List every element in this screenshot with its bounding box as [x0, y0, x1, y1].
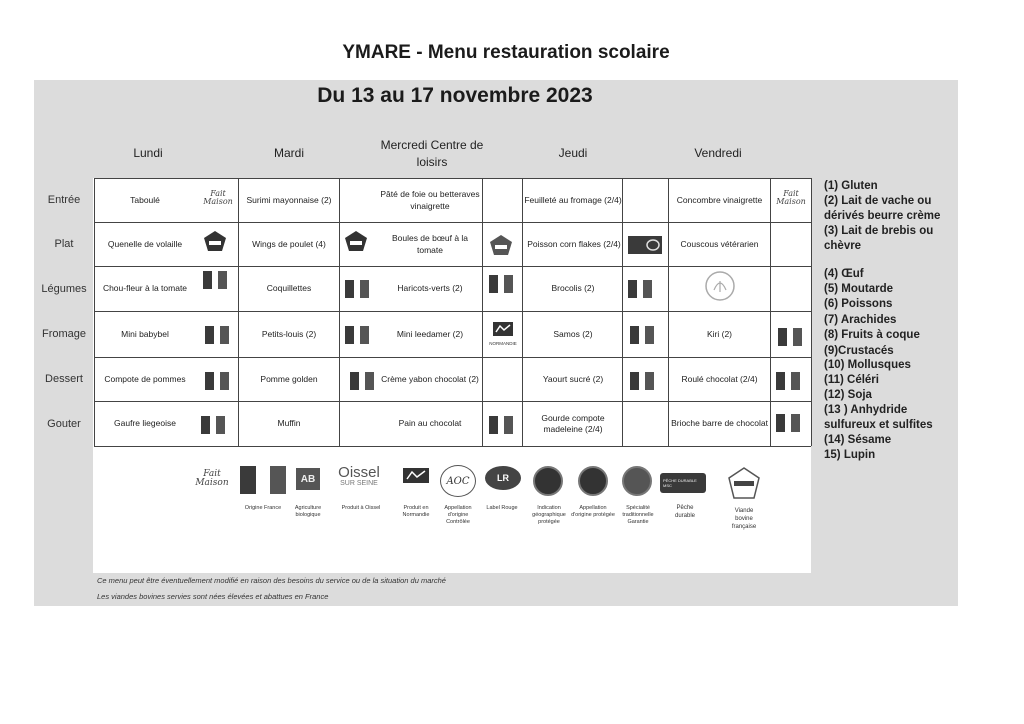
- origine-france-icon: [776, 414, 800, 432]
- allergen-item: (14) Sésame: [824, 434, 892, 446]
- grid-line: [339, 178, 340, 446]
- grid-line: [622, 178, 623, 446]
- cell-legumes-mercredi: Haricots-verts (2): [397, 283, 463, 294]
- row-label-entree: Entrée: [47, 194, 81, 206]
- day-header-jeudi: Jeudi: [558, 146, 588, 160]
- origine-france-icon: [203, 271, 227, 289]
- allergen-item: dérivés beurre crème: [824, 210, 941, 222]
- legend-label-aop: Appellation d'origine protégée: [571, 505, 615, 519]
- agriculture-biologique-icon: AB: [296, 468, 320, 490]
- row-label-gouter: Gouter: [47, 418, 81, 430]
- allergen-item: (12) Soja: [824, 389, 872, 401]
- msc-legend-icon: PÊCHE DURABLE MSC: [660, 473, 706, 493]
- allergen-item: (3) Lait de brebis ou: [824, 225, 934, 237]
- label-rouge-icon: LR: [485, 466, 521, 490]
- footnote-viande-bovine: Les viandes bovines servies sont nées élevées et abattues en France: [97, 592, 329, 601]
- allergen-item: (7) Arachides: [824, 314, 897, 326]
- fait-maison-icon: Fait Maison: [203, 189, 233, 206]
- allergen-item: sulfureux et sulfites: [824, 419, 933, 431]
- stg-icon: [622, 466, 652, 496]
- aoc-icon: AOC: [440, 465, 476, 497]
- allergen-item: (6) Poissons: [824, 298, 893, 310]
- origine-france-icon: [489, 275, 513, 293]
- allergen-item: (9)Crustacés: [824, 345, 894, 357]
- label-ecologique-icon: [704, 270, 736, 302]
- grid-line: [811, 178, 812, 446]
- normandie-icon: [487, 322, 519, 346]
- cell-gouter-vendredi: Brioche barre de chocolat: [671, 418, 768, 429]
- cell-entree-jeudi: Feuilleté au fromage (2/4): [524, 194, 622, 205]
- legend-origine-france-icon: [240, 466, 286, 494]
- cell-fromage-vendredi: Kiri (2): [706, 328, 733, 339]
- cell-entree-vendredi: Concombre vinaigrette: [676, 194, 763, 205]
- row-label-legumes: Légumes: [41, 283, 87, 295]
- cell-fromage-mardi: Petits-louis (2): [261, 328, 317, 339]
- viande-bovine-francaise-icon: [344, 230, 368, 252]
- cell-fromage-mercredi: Mini leedamer (2): [396, 328, 464, 339]
- oissel-logo-icon: [332, 465, 386, 487]
- allergen-item: (4) Œuf: [824, 268, 864, 280]
- date-range: Du 13 au 17 novembre 2023: [317, 84, 593, 107]
- row-label-fromage: Fromage: [41, 328, 87, 340]
- origine-france-icon: [489, 416, 513, 434]
- day-header-vendredi: Vendredi: [694, 146, 742, 160]
- cell-legumes-lundi: Chou-fleur à la tomate: [102, 283, 188, 294]
- day-header-lundi: Lundi: [133, 146, 163, 160]
- origine-france-icon: [205, 326, 229, 344]
- allergen-item: (8) Fruits à coque: [824, 329, 920, 341]
- origine-france-icon: [345, 326, 369, 344]
- allergen-item: (10) Mollusques: [824, 359, 911, 371]
- row-label-dessert: Dessert: [45, 373, 83, 385]
- cell-dessert-mardi: Pomme golden: [260, 373, 318, 384]
- normandie-logo-icon: [493, 322, 513, 336]
- cell-fromage-lundi: Mini babybel: [121, 328, 169, 339]
- legend-label-igp: Indication géographique protégée: [532, 505, 566, 526]
- legend-label-agriculture-bio: Agriculture biologique: [294, 505, 322, 519]
- cell-gouter-lundi: Gaufre liegeoise: [114, 418, 176, 429]
- grid-line: [94, 446, 811, 447]
- origine-france-icon: [628, 280, 652, 298]
- cell-dessert-mercredi: Crème yabon chocolat (2): [381, 373, 479, 384]
- legend-label-origine-france: Origine France: [244, 505, 282, 511]
- msc-peche-durable-icon: [628, 236, 662, 254]
- cell-gouter-mercredi: Pain au chocolat: [398, 418, 462, 429]
- cell-dessert-lundi: Compote de pommes: [104, 373, 186, 384]
- aop-icon: [578, 466, 608, 496]
- cell-plat-lundi: Quenelle de volaille: [107, 238, 183, 249]
- grid-line: [238, 178, 239, 446]
- page-title: YMARE - Menu restauration scolaire: [342, 42, 670, 63]
- viande-bovine-francaise-icon: [203, 230, 227, 252]
- origine-france-icon: [630, 372, 654, 390]
- cell-plat-jeudi: Poisson corn flakes (2/4): [527, 238, 621, 249]
- day-header-mardi: Mardi: [273, 146, 304, 160]
- allergen-item: (13 ) Anhydride: [824, 404, 908, 416]
- legend-fait-maison-icon: Fait Maison: [195, 469, 229, 488]
- cell-dessert-jeudi: Yaourt sucré (2): [542, 373, 604, 384]
- grid-line: [522, 178, 523, 446]
- normandie-legend-icon: [403, 468, 429, 488]
- normandie-label: NORMANDIE: [489, 341, 517, 346]
- origine-france-icon: [350, 372, 374, 390]
- cell-plat-mercredi: Boules de bœuf à la tomate: [391, 233, 469, 255]
- fait-maison-icon: Fait Maison: [776, 189, 806, 206]
- legend-label-peche-durable: Pêche durable: [674, 505, 695, 519]
- origine-france-icon: [201, 416, 225, 434]
- origine-france-icon: [630, 326, 654, 344]
- footnote-modification: Ce menu peut être éventuellement modifié en raison des besoins du service ou de la situation du marché: [97, 576, 446, 585]
- legend-label-oissel: Produit à Oissel: [341, 505, 381, 511]
- cell-legumes-mardi: Coquillettes: [266, 283, 312, 294]
- legend-label-viande-bovine: Viande bovine française: [731, 508, 757, 530]
- oissel-logo-subtext: SUR SEINE: [340, 480, 378, 487]
- legend-label-normandie: Produit en Normandie: [402, 505, 430, 519]
- cell-entree-mardi: Surimi mayonnaise (2): [246, 194, 332, 205]
- igp-icon: [533, 466, 563, 496]
- cell-plat-mardi: Wings de poulet (4): [252, 238, 326, 249]
- row-label-plat: Plat: [54, 238, 74, 250]
- allergen-item: chèvre: [824, 240, 862, 252]
- allergen-item: (11) Céléri: [824, 374, 879, 386]
- allergen-item: (1) Gluten: [824, 180, 878, 192]
- grid-line: [482, 178, 483, 446]
- viande-bovine-francaise-icon: [489, 234, 513, 256]
- allergen-item: (5) Moutarde: [824, 283, 893, 295]
- cell-gouter-mardi: Muffin: [277, 418, 301, 429]
- cell-dessert-vendredi: Roulé chocolat (2/4): [681, 373, 758, 384]
- cell-entree-lundi: Taboulé: [130, 194, 160, 205]
- cell-plat-vendredi: Couscous vétérarien: [680, 238, 759, 249]
- day-header-mercredi: Mercredi Centre de loisirs: [380, 138, 484, 169]
- cell-entree-mercredi: Pâté de foie ou betteraves vinaigrette: [380, 189, 480, 211]
- legend-label-stg: Spécialité traditionnelle Garantie: [622, 505, 654, 526]
- cell-fromage-jeudi: Samos (2): [553, 328, 593, 339]
- legend-label-aoc: Appellation d'origine Contrôlée: [444, 505, 472, 526]
- grid-line: [770, 178, 771, 446]
- origine-france-icon: [776, 372, 800, 390]
- oissel-logo-text: Oissel: [338, 464, 380, 481]
- cell-gouter-jeudi: Gourde compote madeleine (2/4): [541, 412, 605, 434]
- legend-label-label-rouge: Label Rouge: [486, 505, 518, 511]
- allergen-item: (2) Lait de vache ou: [824, 195, 932, 207]
- cell-legumes-jeudi: Brocolis (2): [551, 283, 595, 294]
- origine-france-icon: [345, 280, 369, 298]
- viande-bovine-francaise-legend-icon: [727, 466, 761, 500]
- origine-france-icon: [205, 372, 229, 390]
- origine-france-icon: [778, 328, 802, 346]
- allergen-item: 15) Lupin: [824, 449, 876, 461]
